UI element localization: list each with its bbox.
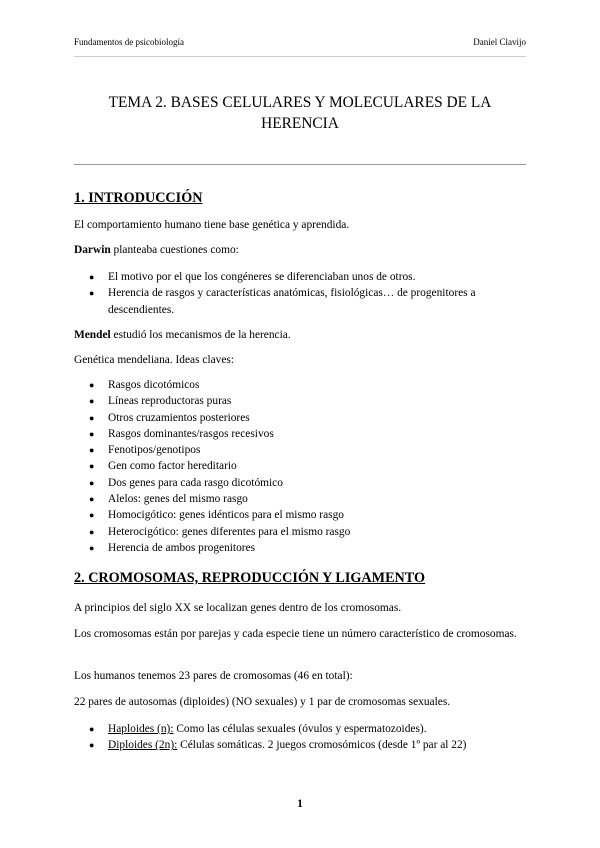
bullet-list-mendel (74, 377, 526, 556)
page-number: 1 (297, 798, 303, 810)
paragraph: Genética mendeliana. Ideas claves: (74, 354, 235, 366)
list-item-text: Células somáticas. 2 juegos cromosómicos (desde 1º par al 22) (177, 739, 467, 752)
list-item (74, 377, 526, 393)
bullet-list-ploidia (74, 721, 526, 754)
list-item-text: Rasgos dominantes/rasgos recesivos (108, 427, 274, 440)
list-item (74, 524, 526, 540)
paragraph-mendel (74, 328, 526, 344)
header-divider (74, 56, 526, 57)
list-item (74, 721, 526, 737)
paragraph: A principios del siglo XX se localizan genes dentro de los cromosomas. (74, 602, 402, 614)
bullet-icon: ● (89, 380, 95, 390)
list-item-text: Rasgos dicotómicos (108, 379, 200, 391)
list-item-text: Dos genes para cada rasgo dicotómico (108, 476, 283, 489)
bullet-icon: ● (89, 461, 95, 472)
list-item-text: Otros cruzamientos posteriores (108, 411, 250, 424)
list-item (74, 475, 526, 491)
bullet-icon: ● (89, 740, 95, 751)
list-item (74, 737, 526, 753)
bold-term: Darwin (74, 244, 111, 256)
list-item (74, 491, 526, 507)
bullet-icon: ● (89, 396, 95, 407)
list-item (74, 285, 526, 318)
underlined-term: Haploides (n): (108, 723, 174, 735)
bullet-icon: ● (89, 724, 95, 734)
list-item-text: Fenotipos/genotipos (108, 444, 201, 457)
list-item (74, 458, 526, 474)
bullet-icon: ● (89, 510, 95, 521)
bullet-icon: ● (89, 272, 95, 282)
running-header-right: Daniel Clavijo (473, 37, 526, 47)
bullet-list-darwin (74, 269, 526, 318)
list-item-text: Herencia de ambos progenitores (108, 541, 256, 554)
list-item (74, 540, 526, 556)
bullet-icon: ● (89, 477, 95, 488)
bullet-icon: ● (89, 428, 95, 439)
bold-term: Mendel (74, 329, 111, 341)
bullet-icon: ● (89, 494, 95, 505)
list-item (74, 410, 526, 426)
list-item-text: Herencia de rasgos y características anatómicas, fisiológicas… de progenitores a descendientes. (108, 287, 476, 316)
list-item (74, 393, 526, 409)
list-item-text: Gen como factor hereditario (108, 460, 237, 473)
paragraph: Los cromosomas están por parejas y cada especie tiene un número característico de cromosomas. (74, 628, 517, 640)
section-heading-introduccion: 1. INTRODUCCIÓN (74, 190, 203, 206)
running-header-left: Fundamentos de psicobiología (74, 37, 184, 47)
paragraph: Los humanos tenemos 23 pares de cromosomas (46 en total): (74, 670, 353, 682)
list-item-text: Alelos: genes del mismo rasgo (108, 493, 248, 506)
text: estudió los mecanismos de la herencia. (110, 329, 291, 341)
list-item (74, 507, 526, 523)
paragraph-darwin (74, 243, 526, 259)
bullet-icon: ● (89, 288, 95, 299)
bullet-icon: ● (89, 412, 95, 423)
underlined-term: Diploides (2n): (108, 739, 178, 752)
list-item (74, 442, 526, 458)
list-item-text: Como las células sexuales (óvulos y espermatozoides). (173, 723, 427, 735)
list-item-text: Líneas reproductoras puras (108, 395, 232, 408)
paragraph: 22 pares de autosomas (diploides) (NO sexuales) y 1 par de cromosomas sexuales. (74, 696, 451, 708)
paragraph: El comportamiento humano tiene base genética y aprendida. (74, 219, 350, 231)
list-item-text: Heterocigótico: genes diferentes para el mismo rasgo (108, 525, 351, 538)
text: planteaba cuestiones como: (110, 244, 239, 256)
list-item-text: El motivo por el que los congéneres se diferenciaban unos de otros. (108, 271, 416, 283)
list-item (74, 269, 526, 285)
bullet-icon: ● (89, 445, 95, 456)
list-item (74, 426, 526, 442)
list-item-text: Homocigótico: genes idénticos para el mismo rasgo (108, 509, 344, 522)
bullet-icon: ● (89, 526, 95, 537)
document-title: TEMA 2. BASES CELULARES Y MOLECULARES DE LA HERENCIA (108, 94, 492, 132)
title-divider (74, 164, 526, 165)
bullet-icon: ● (89, 542, 95, 553)
section-heading-cromosomas: 2. CROMOSOMAS, REPRODUCCIÓN Y LIGAMENTO (74, 570, 426, 586)
